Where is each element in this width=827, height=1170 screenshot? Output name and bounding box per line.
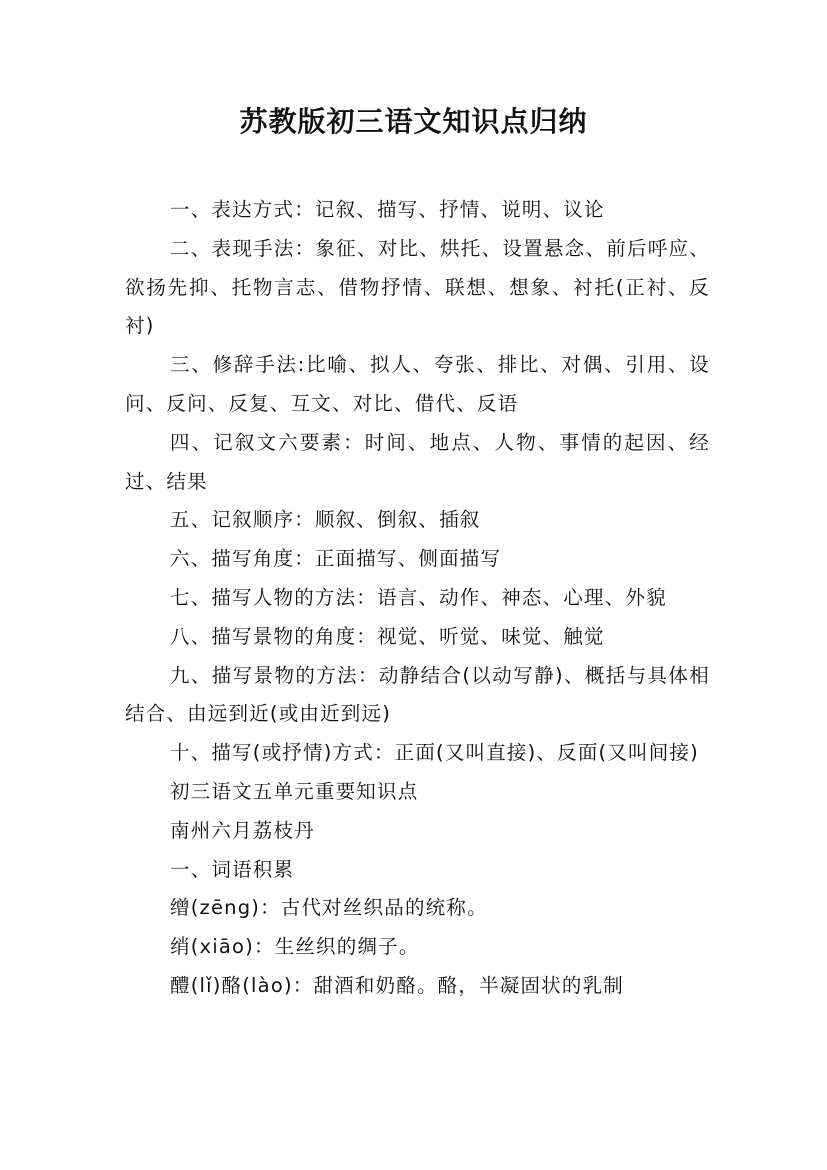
vocabulary-entry: 醴(lǐ)酪(lào)：甜酒和奶酪。酪，半凝固状的乳制 — [170, 973, 624, 997]
paragraph-scenery-methods: 九、描写景物的方法：动静结合(以动写静)、概括与具体相结合、由远到近(或由近到远) — [125, 663, 710, 726]
paragraph-expression-methods: 一、表达方式：记叙、描写、抒情、说明、议论 — [170, 198, 605, 221]
vocabulary-entry: 绡(xiāo)：生丝织的绸子。 — [170, 935, 420, 959]
lesson-title: 南州六月荔枝丹 — [170, 818, 315, 842]
paragraph-description-style: 十、描写(或抒情)方式：正面(又叫直接)、反面(又叫间接) — [170, 741, 699, 765]
document-body — [125, 191, 710, 1006]
paragraph-narrative-elements: 四、记叙文六要素：时间、地点、人物、事情的起因、经过、结果 — [125, 430, 710, 493]
paragraph-scenery-angle: 八、描写景物的角度：视觉、听觉、味觉、触觉 — [170, 624, 605, 648]
paragraph-narrative-order: 五、记叙顺序：顺叙、倒叙、插叙 — [170, 508, 481, 532]
paragraph-character-description: 七、描写人物的方法：语言、动作、神态、心理、外貌 — [170, 585, 667, 609]
document-title: 苏教版初三语文知识点归纳 — [239, 105, 588, 138]
paragraph-performance-techniques: 二、表现手法：象征、对比、烘托、设置悬念、前后呼应、欲扬先抑、托物言志、借物抒情、联想、想象、衬托(正衬、反衬) — [125, 236, 710, 338]
subsection-heading-vocabulary: 一、词语积累 — [170, 857, 295, 881]
vocabulary-entry: 缯(zēng)：古代对丝织品的统称。 — [170, 896, 488, 920]
paragraph-description-angle: 六、描写角度：正面描写、侧面描写 — [170, 547, 502, 571]
section-heading-unit-five: 初三语文五单元重要知识点 — [170, 779, 419, 803]
paragraph-rhetorical-devices: 三、修辞手法:比喻、拟人、夸张、排比、对偶、引用、设问、反问、反复、互文、对比、借代、反语 — [125, 353, 710, 415]
